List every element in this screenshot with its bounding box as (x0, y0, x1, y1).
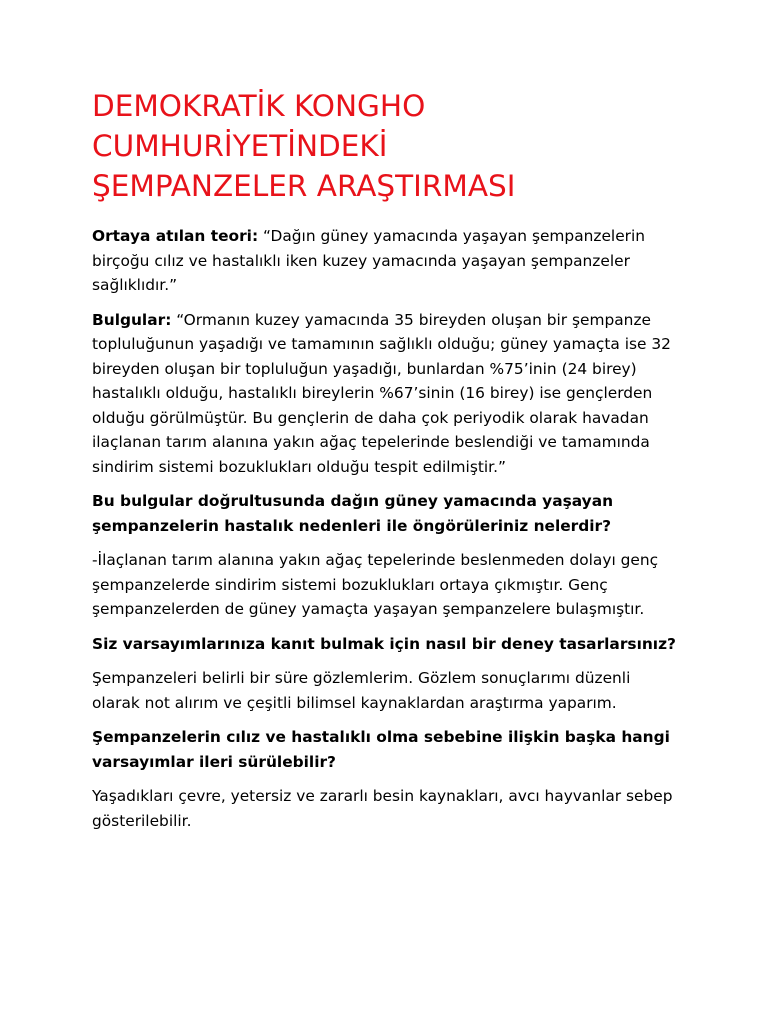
question-2: Siz varsayımlarınıza kanıt bulmak için nasıl bir deney tasarlarsınız? (92, 634, 676, 653)
theory-label: Ortaya atılan teori: (92, 227, 259, 245)
answer-2: Şempanzeleri belirli bir süre gözlemlerim. Gözlem sonuçlarımı düzenli olarak not alırım ve çeşitli bilimsel kaynaklardan araştırma yaparım. (92, 669, 631, 712)
answer-3: Yaşadıkları çevre, yetersiz ve zararlı besin kaynakları, avcı hayvanlar sebep gösterilebilir. (92, 787, 673, 830)
question-3: Şempanzelerin cılız ve hastalıklı olma sebebine ilişkin başka hangi varsayımlar ileri sürülebilir? (92, 728, 670, 771)
title-line-1: DEMOKRATİK KONGHO (92, 89, 426, 123)
theory-text: “Dağın güney yamacında yaşayan şempanzelerin birçoğu cılız ve hastalıklı iken kuzey yamacında yaşayan şempanzeler sağlıklıdır.” (92, 227, 646, 294)
document-title (92, 86, 682, 206)
title-line-3: ŞEMPANZELER ARAŞTIRMASI (92, 169, 516, 203)
findings-label: Bulgular: (92, 310, 172, 329)
findings-paragraph (92, 308, 682, 480)
answer-1: -İlaçlanan tarım alanına yakın ağaç tepelerinde beslenmeden dolayı genç şempanzelerde sindirim sistemi bozuklukları ortaya çıkmıştır. Genç şempanzelerden de güney yamaçta yaşayan şempanzelere bulaşmıştır. (92, 551, 659, 618)
document-page (92, 86, 682, 843)
findings-text: “Ormanın kuzey yamacında 35 bireyden oluşan bir şempanze topluluğunun yaşadığı ve tamamının sağlıklı olduğu; güney yamaçta ise 32 bireyden oluşan bir topluluğun yaşadığı, bunlardan %75’inin (24 birey) hastalıklı olduğu, hastalıklı bireylerin %67’sinin (16 birey) ise gençlerden olduğu görülmüştür. Bu gençlerin de daha çok periyodik olarak havadan ilaçlanan tarım alanına yakın ağaç tepelerinde beslendiği ve tamamında sindirim sistemi bozuklukları olduğu tespit edilmiştir.” (92, 310, 671, 476)
theory-paragraph (92, 224, 682, 298)
question-1: Bu bulgular doğrultusunda dağın güney yamacında yaşayan şempanzelerin hastalık nedenleri ile öngörüleriniz nelerdir? (92, 492, 614, 535)
title-line-2: CUMHURİYETİNDEKİ (92, 129, 388, 163)
